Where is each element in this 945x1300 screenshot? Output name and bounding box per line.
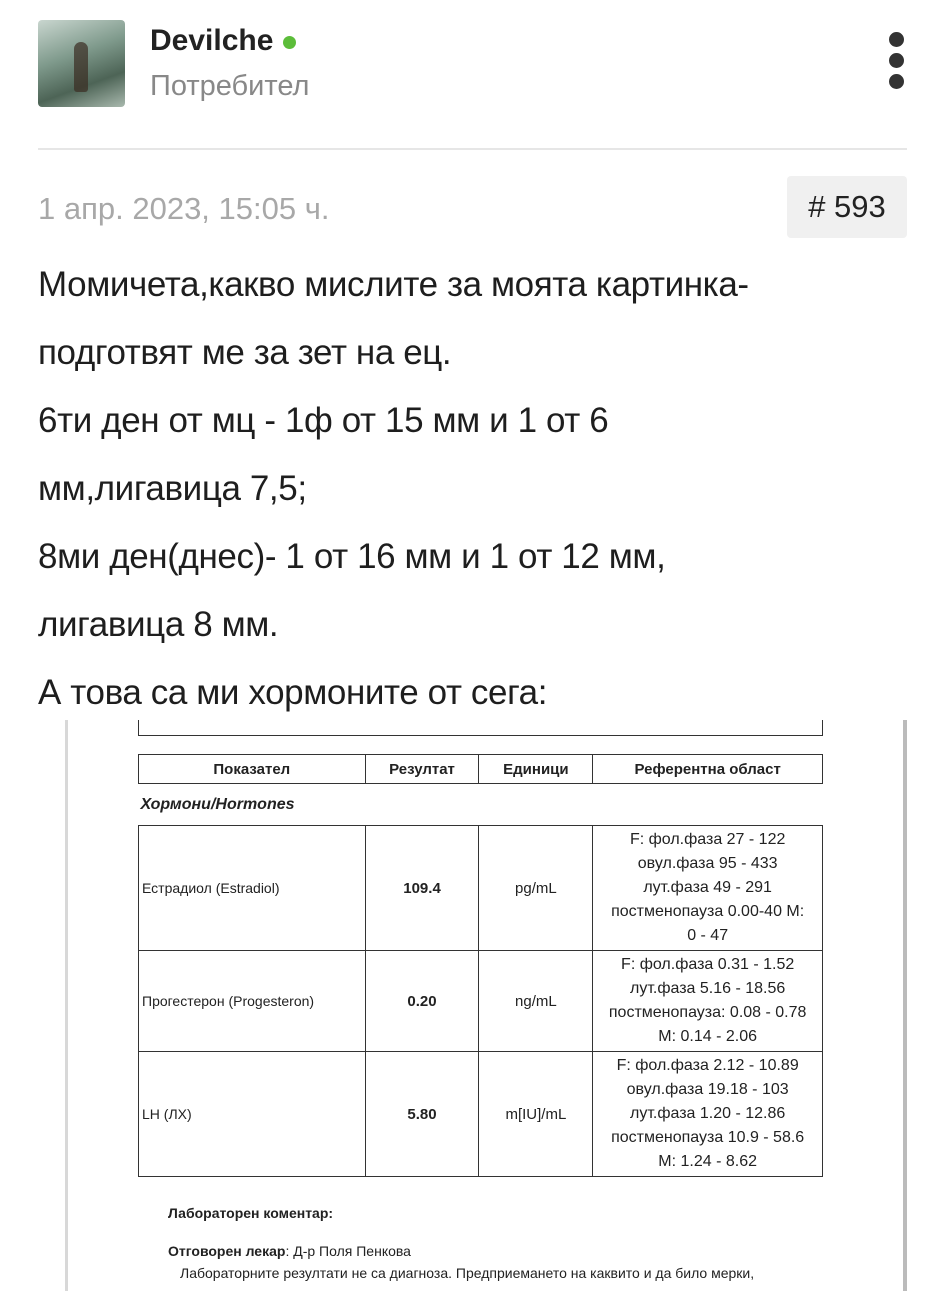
- post-number-badge[interactable]: # 593: [787, 176, 907, 238]
- cell-name: LH (ЛХ): [139, 1052, 366, 1177]
- post-date: 1 апр. 2023, 15:05 ч.: [38, 191, 330, 226]
- disclaimer: Лабораторните резултати не са диагноза. Предприемането на каквито и да било мерки,: [180, 1265, 755, 1281]
- divider: [38, 148, 907, 150]
- post-line: Момичета,какво мислите за моята картинка-: [38, 265, 749, 304]
- post-line: 6ти ден от мц - 1ф от 15 мм и 1 от 6: [38, 401, 609, 440]
- avatar[interactable]: [38, 20, 125, 107]
- lab-results-image[interactable]: [65, 720, 907, 1291]
- cell-result: 0.20: [365, 951, 479, 1052]
- online-status-icon: [283, 36, 296, 49]
- post-line: мм,лигавица 7,5;: [38, 469, 307, 508]
- post-line: 8ми ден(днес)- 1 от 16 мм и 1 от 12 мм,: [38, 537, 666, 576]
- post-line: лигавица 8 мм.: [38, 605, 279, 644]
- cell-result: 5.80: [365, 1052, 479, 1177]
- table-row: [139, 951, 823, 1052]
- top-box: [138, 720, 823, 736]
- section-label: Хормони/Hormones: [140, 795, 295, 813]
- cell-ref: F: фол.фаза 27 - 122 овул.фаза 95 - 433 лут.фаза 49 - 291 постменопауза 0.00-40 M: 0 - 47: [593, 826, 823, 951]
- cell-unit: ng/mL: [479, 951, 593, 1052]
- header-cell: Резултат: [365, 755, 479, 784]
- username[interactable]: Devilche: [150, 24, 296, 58]
- section-row: [139, 784, 823, 826]
- cell-unit: pg/mL: [479, 826, 593, 951]
- post-line: А това са ми хормоните от сега:: [38, 673, 548, 712]
- cell-unit: m[IU]/mL: [479, 1052, 593, 1177]
- more-options-icon[interactable]: [889, 32, 909, 95]
- cell-ref: F: фол.фаза 2.12 - 10.89 овул.фаза 19.18 - 103 лут.фаза 1.20 - 12.86 постменопауза 10.9 - 58.6 M: 1.24 - 8.62: [593, 1052, 823, 1177]
- lab-comment-label: Лабораторен коментар:: [168, 1205, 334, 1221]
- table-header: [139, 755, 823, 784]
- cell-name: Естрадиол (Estradiol): [139, 826, 366, 951]
- doctor-line: Отговорен лекар: Д-р Поля Пенкова: [168, 1243, 411, 1259]
- table-row: [139, 826, 823, 951]
- cell-result: 109.4: [365, 826, 479, 951]
- lab-results-table: [138, 754, 823, 1177]
- post-line: подготвят ме за зет на ец.: [38, 333, 452, 372]
- header-cell: Показател: [139, 755, 366, 784]
- cell-ref: F: фол.фаза 0.31 - 1.52 лут.фаза 5.16 - 18.56 постменопауза: 0.08 - 0.78 M: 0.14 - 2.06: [593, 951, 823, 1052]
- cell-name: Прогестерон (Progesteron): [139, 951, 366, 1052]
- user-role: Потребител: [150, 70, 310, 102]
- header-cell: Единици: [479, 755, 593, 784]
- header-cell: Референтна област: [593, 755, 823, 784]
- post-body: [38, 251, 928, 727]
- table-row: [139, 1052, 823, 1177]
